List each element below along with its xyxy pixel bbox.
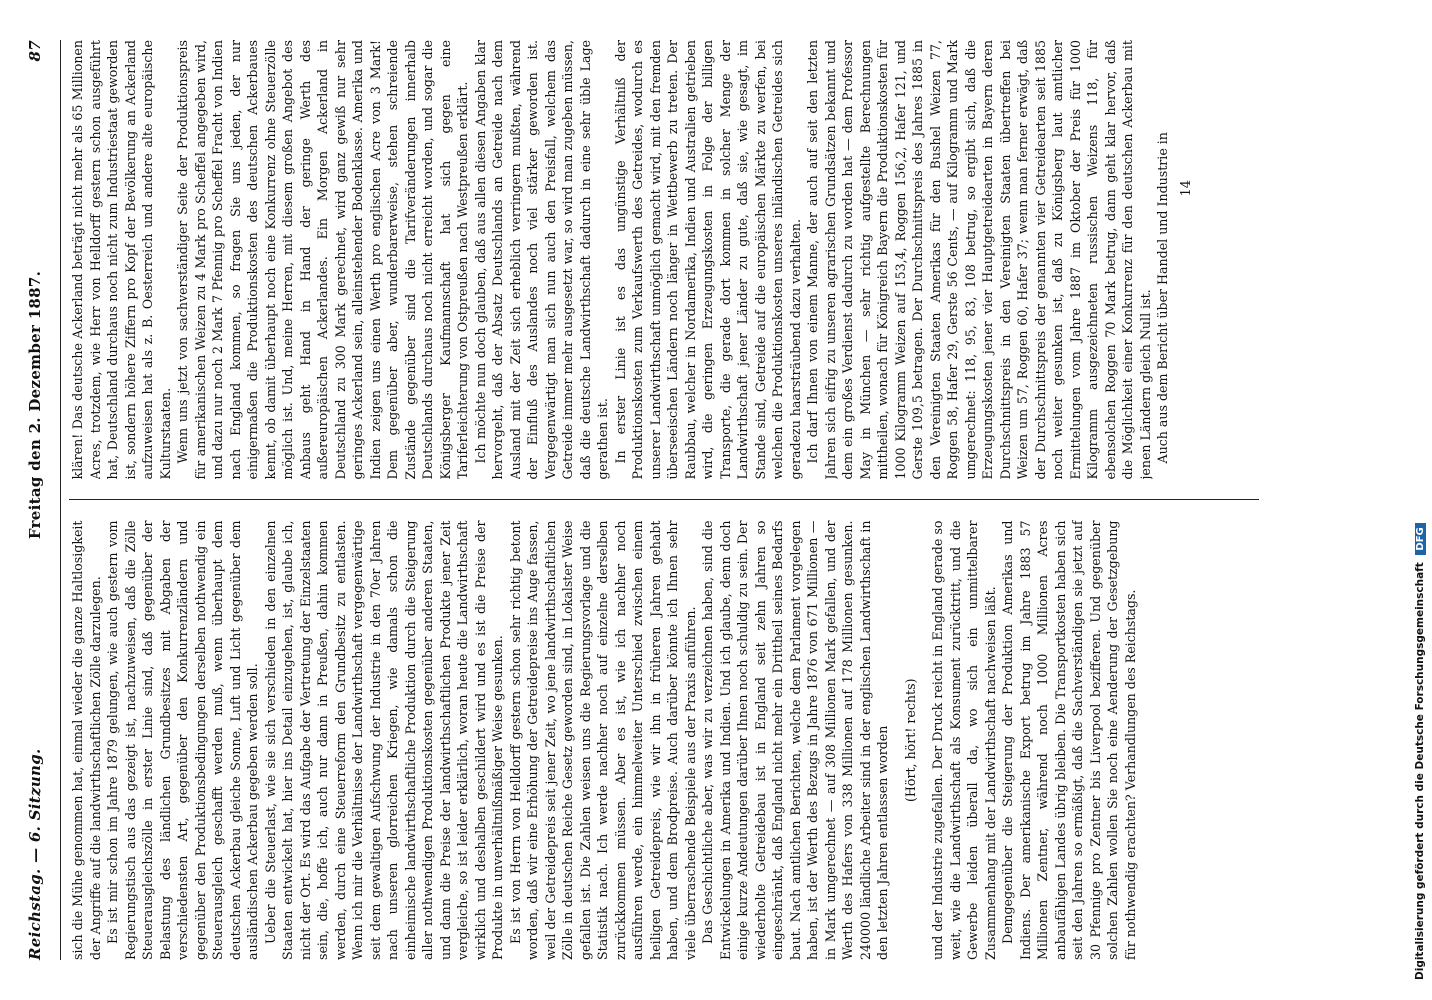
paragraph: Es ist mir schon im Jahre 1879 gelungen, wie auch gestern vom Regierungstisch aus das gezeigt ist, nachzuweisen, daß die Zölle Steuerausgleichszölle in erster Linie sind, daß gegenüber der Belastung des ländlichen Grundbesitzes mit Abgaben der verschiedensten Art, gegenüber den Konkurrenzländern und gegenüber den Produktionsbedingungen derselben nothwendig ein Steuerausgleich geschafft werden muß, wenn überhaupt dem deutschen Ackerbau gleiche Sonne, Luft und Licht gegenüber dem ausländischen Ackerbau gegeben werden soll. <box>105 520 260 960</box>
text-columns <box>69 40 1379 960</box>
left-column <box>69 521 1379 961</box>
signature-number: 14 <box>1178 180 1194 197</box>
header-rule <box>60 40 61 960</box>
session-title: Reichstag. — 6. Sitzung. <box>26 748 44 960</box>
paragraph: Das Geschichtliche aber, was wir zu verzeichnen haben, sind die Entwickelungen in Amerika und Indien. Und ich glaube, denn doch einige kurze Andeutungen darüber Ihnen noch schuldig zu sein. Der wiederholte Getreidebau ist in England seit zehn Jahren so eingeschränkt, daß England nicht mehr ein Drittheil seines Bedarfs baut. Nach amtlichen Berichten, welche dem Parlament vorgelegen haben, ist der Werth des Bezugs in Jahre 1876 von 671 Millionen — in Mark umgerechnet — auf 308 Millionen Mark gefallen, und der Werth des Hafers von 338 Millionen auf 178 Millionen gesunken. 240000 ländliche Arbeiter sind in der englischen Landwirthschaft in den letzten Jahren entlassen worden <box>700 520 890 960</box>
right-column <box>69 40 1379 480</box>
paragraph: und der Industrie zugefallen. Der Druck reicht in England gerade so weit, wie die Landwirthschaft als Konsument zurücktritt, und die Gewerbe leiden überall da, wo sich ein unmittelbarer Zusammenhang mit der Landwirthschaft nachweisen läßt. <box>930 520 998 960</box>
page-number: 87 <box>26 40 44 62</box>
watermark-text: Digitalisierung gefördert durch die Deutsche Forschungsgemeinschaft <box>1414 562 1426 980</box>
page-header <box>26 40 54 960</box>
paragraph: Demgegenüber die Steigerung der Produktion Amerikas und Indiens. Der amerikanische Export betrug im Jahre 1883 57 Millionen Zentner, während noch 1000 Millionen Acres anbaufähigen Landes übrig bleiben. Die Transportkosten haben sich seit den Jahren so ermäßigt, daß die Sachverständigen sie jetzt auf 30 Pfennige pro Zentner bis Liverpool bezifferen. Und gegenüber solchen Zahlen wollen Sie noch eine Aenderung der Gesetzgebung für nothwendig erachten? Verhandlungen des Reichstags. <box>1000 520 1138 960</box>
paragraph: sich die Mühe genommen hat, einmal wieder die ganze Haltlosigkeit der Angriffe auf die landwirthschaftlichen Zölle darzulegen. <box>70 520 103 960</box>
interjection: (Hört, hört! rechts) <box>902 678 918 802</box>
paragraph: klären! Das deutsche Ackerland beträgt nicht mehr als 65 Millionen Acres, trotzdem, wie Herr von Helldorff gestern schon ausgeführt hat, Deutschland durchaus noch nicht zum Industriestaat geworden ist, sondern höhere Ziffern pro Kopf der Bevölkerung an Ackerland aufzuweisen hat als z. B. Oesterreich und andere alte europäische Kulturstaaten. <box>70 40 173 480</box>
column-divider <box>69 500 1259 501</box>
paragraph: Auch aus dem Bericht über Handel und Industrie in <box>1155 132 1170 464</box>
paragraph: Wenn uns jetzt von sachverständiger Seite der Produktionspreis für amerikanischen Weizen zu 4 Mark pro Scheffel angegeben wird, und dazu nur noch 2 Mark 7 Pfennig pro Scheffel Fracht von Indien nach England kommen, so fragen Sie uns jeden, der nur einigermaßen die Produktionskosten des deutschen Ackerbaues kennt, ob damit überhaupt noch eine Konkurrenz ohne Steuerzölle möglich ist. Und, meine Herren, mit diesem großen Angebot des Anbaus geht Hand in Hand der geringe Werth des außereuropäischen Ackerlandes. Ein Morgen Ackerland in Deutschland zu 300 Mark gerechnet, wird ganz gewiß nur sehr geringes Ackerland sein, alleinstehender Bodenklasse. Amerika und Indien zeigen uns einen Werth pro englischen Acre von 3 Mark! Dem gegenüber aber, wunderbarerweise, stehen schreiende Zustände gegenüber sind die Tarifveränderungen innerhalb Deutschlands durchaus noch nicht erreicht worden, und sogar die Königsberger Kaufmannschaft hat sich gegen eine Tariferleichterung von Ostpreußen nach Westpreußen erklärt. <box>175 40 470 480</box>
dfg-logo: DFG <box>1415 523 1426 554</box>
paragraph: Ueber die Steuerlast, wie sie sich verschieden in den einzelnen Staaten entwickelt hat, hier ins Detail einzugehen, ist, glaube ich, nicht der Ort. Es wird das Aufgabe der Vertretung der Einzelstaaten sein, die, hoffe ich, auch nur dann in Preußen, dahin kommen werden, durch eine Steuerreform den Grundbesitz zu entlasten. Wenn ich mir die Verhältnisse der Landwirthschaft vergegenwärtige seit dem gewaltigen Aufschwung der Industrie in den 70er Jahren nach unseren glorreichen Kriegen, wie damals schon die einheimische landwirthschaftliche Produktion durch die Steigerung aller nothwendigen Produktionskosten gegenüber anderen Staaten, und dann die Preise der landwirthschaftlichen Produkte jener Zeit vergleiche, so ist leider erklärlich, woran heute die Landwirthschaft wirklich und deshalben geschildert wird und es ist die Preise der Produkte in unverhältnißmäßiger Weise gesunken. <box>262 520 505 960</box>
paragraph: Ich möchte nun doch glauben, daß aus allen diesen Angaben klar hervorgeht, daß der Absatz Deutschlands an Getreide nach dem Ausland mit der Zeit sich erheblich verringern mußten, während der Einfluß des Auslandes noch viel stärker geworden ist. Vergegenwärtigt man sich nun auch den Preisfall, welchem das Getreide immer mehr ausgesetzt war, so wird man zugeben müssen, daß die deutsche Landwirthschaft dadurch in eine sehr üble Lage gerathen ist. <box>472 40 610 480</box>
paragraph: In erster Linie ist es das ungünstige Verhältniß der Produktionskosten zum Verkaufswerth des Getreides, wodurch es unserer Landwirthschaft unmöglich gemacht wird, mit den fremden überseeischen Ländern noch länger in Wettbewerb zu treten. Der Raubbau, welcher in Nordamerika, Indien und Australien getrieben wird, die geringen Erzeugungskosten in Folge der billigen Transporte, die gerade dort kommen in solcher Menge der Landwirthschaft jener Länder zu gute, daß sie, wie gesagt, im Stande sind, Getreide auf die europäischen Märkte zu werfen, bei welchen die Produktionskosten unseres inländischen Getreides sich geradezu haarsträubend dazu verhalten. <box>612 40 803 480</box>
dfg-watermark <box>1410 0 1432 1000</box>
page-date: Freitag den 2. Dezember 1887. <box>26 270 44 540</box>
paragraph: Es ist von Herrn von Helldorff gestern schon sehr richtig betont worden, daß wir eine Erhöhung der Getreidepreise ins Auge fassen, weil der Getreidepreis seit jener Zeit, wo jene landwirthschaftlichen Zölle in deutschen Reiche Gesetz geworden sind, in Lokalster Weise gefallen ist. Die Zahlen weisen uns die Regierungsvorlage und die Statistik nach. Ich werde nachher noch auf einzelne derselben zurückkommen müssen. Aber es ist, wie ich nachher noch ausführen werde, ein himmelweiter Unterschied zwischen einem heiligen Getreidepreis, wie wir ihn in früheren Jahren gehabt haben, und dem Brodpreise. Auch darüber könnte ich Ihnen sehr viele überraschende Beispiele aus der Praxis anführen. <box>507 520 698 960</box>
paragraph: Ich darf Ihnen von einem Manne, der auch auf seit den letzten Jahren sich eifrig zu unseren agrarischen Grundsätzen bekannt und dem ein großes Verdienst dadurch zu worden hat — dem Professor May in München — sehr richtig aufgestellte Berechnungen mittheilen, wonach für Königreich Bayern die Produktionskosten für 1000 Kilogramm Weizen auf 153,4, Roggen 156,2, Hafer 121, und Gerste 109,5 betragen. Der Durchschnittspreis des Jahres 1885 in den Vereinigten Staaten Amerikas für den Bushel Weizen 77, Roggen 58, Hafer 29, Gerste 56 Cents, — auf Kilogramm und Mark umgerechnet: 118, 95, 83, 108 betrug, so ergibt sich, daß die Erzeugungskosten jener vier Hauptgetreidearten in Bayern deren Durchschnittspreis in den Vereinigten Staaten übertreffen bei Weizen um 57, Roggen 60, Hafer 37; wenn man ferner erwägt, daß der Durchschnittspreis der genannten vier Getreidearten seit 1885 noch weiter gesunken ist, daß zu Königsberg laut amtlicher Ermittelungen vom Jahre 1887 im Oktober der Preis für 1000 Kilogramm ausgezeichneten russischen Weizens 118, für ebensolchen Roggen 70 Mark betrug, dann geht klar hervor, daß die Möglichkeit einer Konkurrenz für den deutschen Ackerbau mit jenen Ländern gleich Null ist. <box>805 40 1153 480</box>
